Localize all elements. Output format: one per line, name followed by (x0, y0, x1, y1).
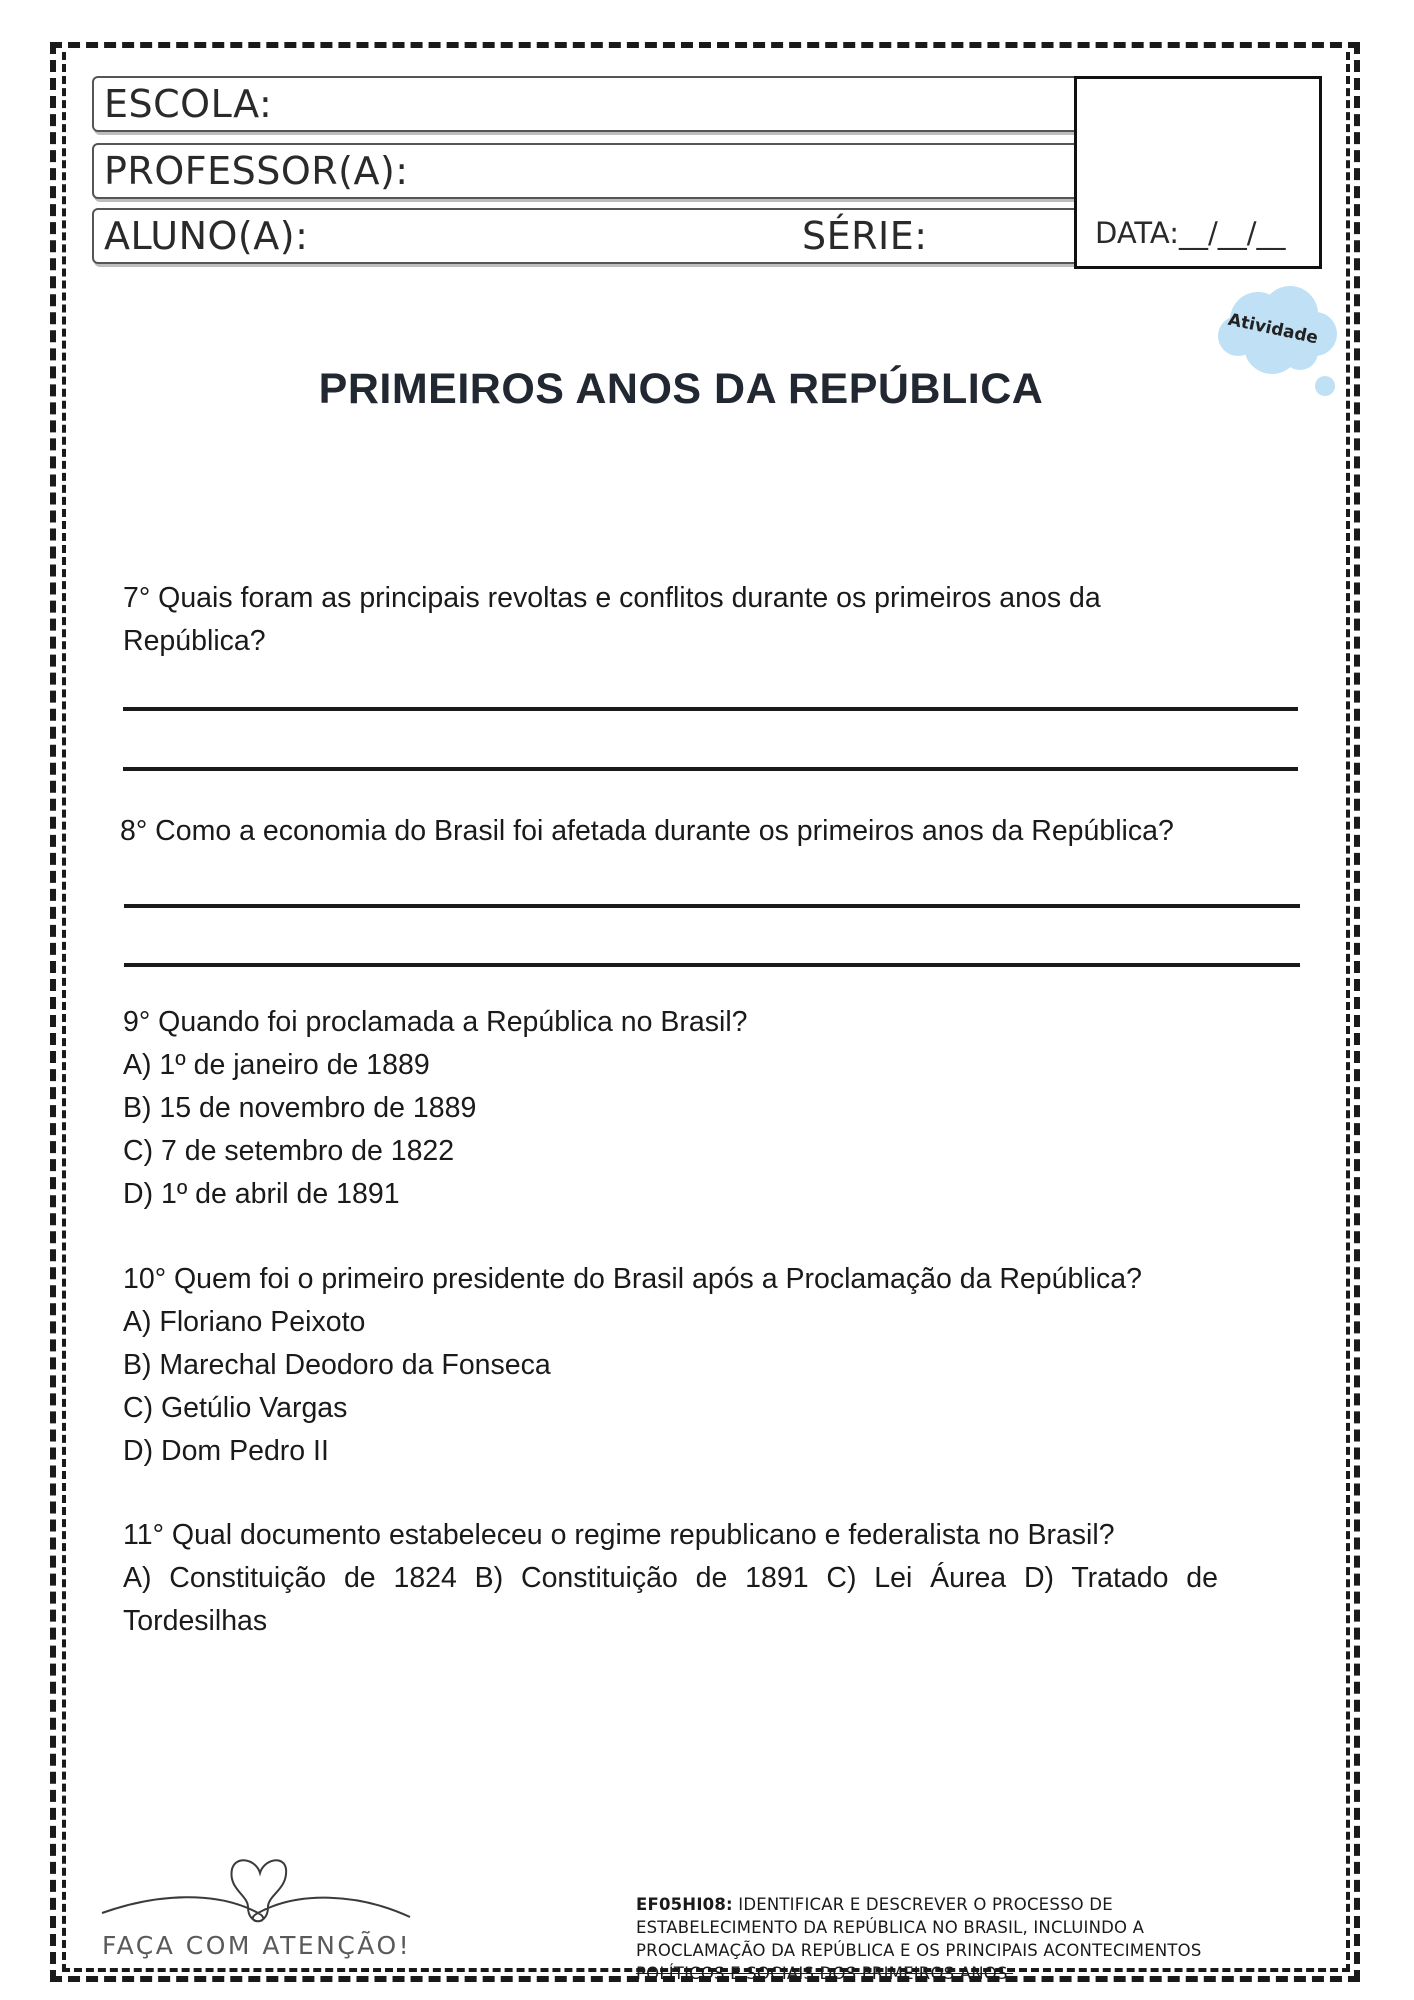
teacher-label: PROFESSOR(A): (104, 149, 409, 193)
question-10-option-a[interactable]: A) Floriano Peixoto (123, 1306, 366, 1338)
question-11-options[interactable]: A) Constituição de 1824 B) Constituição de 1891 C) Lei Áurea D) Tratado de Tordesilhas (123, 1562, 1218, 1637)
page-title: PRIMEIROS ANOS DA REPÚBLICA (318, 365, 1044, 413)
question-10-option-d[interactable]: D) Dom Pedro II (123, 1435, 329, 1467)
question-9-option-b[interactable]: B) 15 de novembro de 1889 (123, 1092, 477, 1124)
footer-signature (98, 1855, 418, 1965)
page-border-left-inner (62, 52, 66, 1972)
answer-line-7a[interactable] (123, 707, 1298, 711)
question-9: 9° Quando foi proclamada a República no Brasil? (123, 1006, 748, 1038)
question-11: 11° Qual documento estabeleceu o regime republicano e federalista no Brasil? (123, 1519, 1115, 1551)
question-10-option-c[interactable]: C) Getúlio Vargas (123, 1392, 348, 1424)
answer-line-8a[interactable] (124, 904, 1300, 908)
school-field[interactable] (92, 76, 1082, 132)
grade-label: SÉRIE: (802, 214, 928, 258)
question-7: 7° Quais foram as principais revoltas e conflitos durante os primeiros anos da República? (123, 582, 1101, 657)
signature-text: FAÇA COM ATENÇÃO! (102, 1931, 412, 1960)
question-10: 10° Quem foi o primeiro presidente do Brasil após a Proclamação da República? (123, 1263, 1142, 1295)
bncc-text: IDENTIFICAR E DESCREVER O PROCESSO DE ESTABELECIMENTO DA REPÚBLICA NO BRASIL, INCLUINDO A PROCLAMAÇÃO DA REPÚBLICA E OS PRINCIPAIS ACONTECIMENTOS (636, 1895, 1202, 1960)
student-label: ALUNO(A): (104, 214, 309, 258)
bncc-code: EF05HI08: (636, 1895, 733, 1914)
answer-line-8b[interactable] (124, 963, 1300, 967)
activity-badge-text: Atividade (1226, 309, 1320, 349)
bncc-skill (636, 1893, 1256, 1985)
bncc-text-last: POLÍTICOS E SOCIAIS DOS PRIMEIROS ANOS. (636, 1964, 1014, 1983)
question-9-option-a[interactable]: A) 1º de janeiro de 1889 (123, 1049, 430, 1081)
question-8: 8° Como a economia do Brasil foi afetada durante os primeiros anos da República? (120, 815, 1174, 847)
date-label: DATA:__/__/__ (1095, 216, 1286, 250)
question-9-option-d[interactable]: D) 1º de abril de 1891 (123, 1178, 400, 1210)
question-10-option-b[interactable]: B) Marechal Deodoro da Fonseca (123, 1349, 551, 1381)
page-border-right-inner (1346, 52, 1350, 1972)
school-label: ESCOLA: (104, 82, 273, 126)
date-box[interactable] (1074, 76, 1322, 269)
teacher-field[interactable] (92, 143, 1082, 199)
question-9-option-c[interactable]: C) 7 de setembro de 1822 (123, 1135, 455, 1167)
heart-swirl-icon (102, 1860, 410, 1921)
answer-line-7b[interactable] (123, 767, 1298, 771)
student-field[interactable] (92, 208, 1082, 264)
